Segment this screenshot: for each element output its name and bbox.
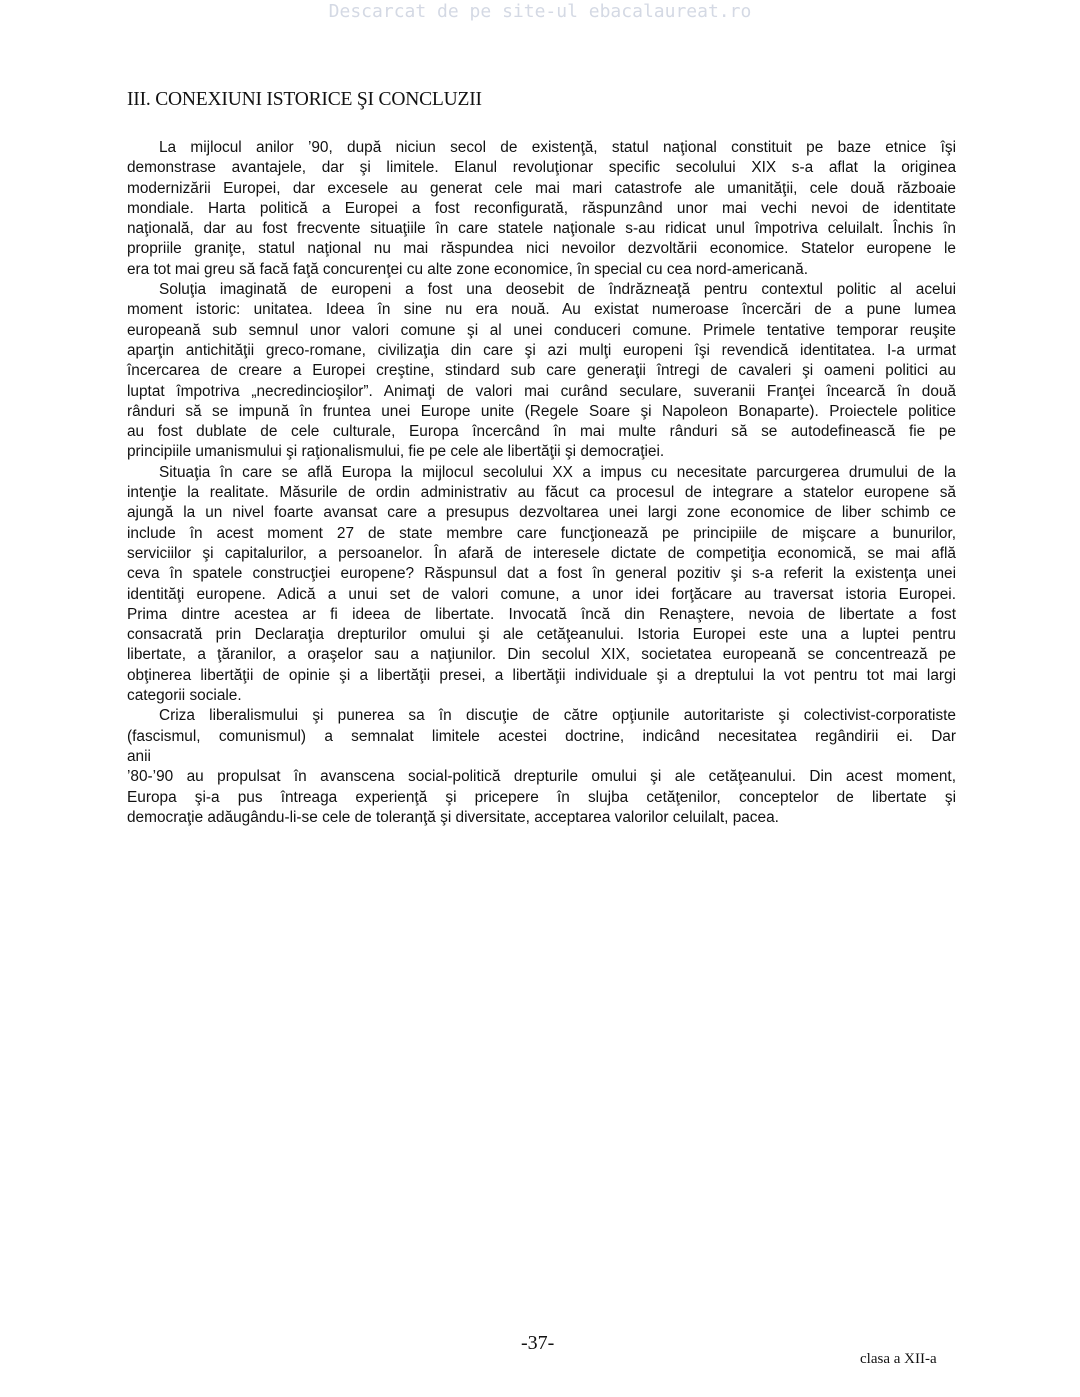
watermark: Descarcat de pe site-ul ebacalaureat.ro [328, 1, 752, 22]
text-line: categorii sociale. [127, 687, 242, 705]
text-line: luptat împotriva „necredincioşilor”. Animaţi de valori mai curând seculare, suveranii Franţei încearcă în două [127, 382, 956, 400]
text-line: serviciilor şi capitalurilor, a persoanelor. În afară de interesele dictate de competiţia economică, se mai află [127, 544, 956, 562]
paragraph [127, 706, 956, 767]
text-line: anii [127, 747, 151, 765]
paragraph [127, 767, 956, 828]
text-line: consacrată prin Declaraţia drepturilor omului şi ale cetăţeanului. Istoria Europei este una a luptei pentru [127, 626, 956, 644]
text-line: naţională, dar au fost frecvente situaţiile în care statele naţionale s-au ridicat unul împotriva celuilalt. Închis în [127, 220, 956, 238]
text-line: Soluţia imaginată de europeni a fost una deosebit de îndrăzneaţă pentru contextul politic al acelui [159, 281, 956, 299]
text-line: La mijlocul anilor ’90, după niciun secol de existenţă, statul naţional constituit pe baze etnice îşi [159, 139, 956, 156]
text-line: (fascismul, comunismul) a semnalat limitele acestei doctrine, indicând necesitatea regândirii ei. Dar [127, 727, 956, 745]
text-line: rânduri să se impună în fruntea unei Europe unite (Regele Soare şi Napoleon Bonaparte). Proiectele politice [127, 402, 956, 420]
text-line: principiile umanismului şi raţionalismului, fie pe cele ale libertăţii şi democraţiei. [127, 443, 665, 461]
text-line: identităţi europene. Adică a unui set de valori comune, a unor idei forţăcare au traversat istoria Europei. [127, 585, 956, 603]
text-line: ’80-’90 au propulsat în avanscena social-politică drepturile omului şi ale cetăţeanului. Din acest moment, [127, 768, 956, 786]
text-line: încercarea de creare a Europei creştine, stindard sub care generaţii întregi de cavaleri şi oameni politici au [127, 362, 956, 380]
text-line: ajungă la un nivel foarte avansat care a presupus dezvoltarea unei largi zone economice de liber schimb ce [127, 504, 956, 522]
text-line: Prima dintre acestea ar fi ideea de libertate. Invocată încă din Renaştere, nevoia de libertate a fost [127, 605, 956, 623]
text-line: libertate, a ţăranilor, a oraşelor sau a naţiunilor. Din secolul XIX, societatea europeană se concentrează pe [127, 646, 956, 664]
text-line: moment istoric: unitatea. Ideea în sine nu era nouă. Au existat numeroase încercări de a pune lumea [127, 301, 956, 319]
text-line: modernizării Europei, dar excesele au generat cele mai mari catastrofe ale umanităţii, cele două războaie [127, 179, 956, 197]
class-label: clasa a XII-a [860, 1351, 937, 1367]
page-number: -37- [521, 1332, 555, 1354]
section-title: III. CONEXIUNI ISTORICE ŞI CONCLUZII [127, 89, 482, 110]
text-line: Situaţia în care se află Europa la mijlocul secolului XX a impus cu necesitate parcurgerea drumului de la [159, 463, 956, 481]
text-line: aparţin antichităţii greco-romane, civilizaţia din care şi azi mulţi europeni îşi revendică identitatea. I-a urmat [127, 341, 956, 359]
text-line: propriile graniţe, statul naţional nu mai răspundea nici nevoilor dezvoltării economice. Statelor europene le [127, 240, 956, 258]
text-line: intenţie la realitate. Măsurile de ordin administrativ au făcut ca procesul de integrare a statelor europene să [127, 484, 956, 502]
document-body [127, 138, 956, 828]
text-line: demonstrase avantajele, dar şi limitele. Elanul revoluţionar specific secolului XIX s-a aflat la originea [127, 159, 956, 177]
text-line: europeană sub semnul unor valori comune şi al unei conduceri comune. Primele tentative temporar reuşite [127, 321, 956, 339]
text-line: obţinerea libertăţii de opinie şi a libertăţii presei, a libertăţii individuale şi a dreptului la vot pentru tot mai largi [127, 666, 956, 684]
text-line: mondiale. Harta politică a Europei a fost reconfigurată, răspunzând unor mai vechi nevoi de identitate [127, 199, 956, 217]
text-line: Europa şi-a pus întreaga experienţă şi pricepere în slujba cetăţenilor, conceptelor de libertate şi [127, 788, 956, 806]
text-line: era tot mai greu să facă faţă concurenţei cu alte zone economice, în special cu cea nord-americană. [127, 260, 808, 278]
text-line: ceva în spatele construcţiei europene? Răspunsul dat a fost în general pozitiv şi s-a referit la existenţa unei [127, 565, 956, 583]
text-line: au fost dublate de cele culturale, Europa încercând în mai multe rânduri să se autodefinească fie pe [127, 423, 956, 441]
paragraph [127, 138, 956, 280]
text-line: Criza liberalismului şi punerea sa în discuţie de către opţiunile autoritariste şi colectivist-corporatiste [159, 707, 956, 725]
paragraph [127, 463, 956, 707]
text-line: democraţie adăugându-li-se cele de toleranţă şi diversitate, acceptarea valorilor celuilalt, pacea. [127, 808, 779, 826]
text-line: include în acest moment 27 de state membre care funcţionează pe principiile de mişcare a bunurilor, [127, 524, 956, 542]
paragraph [127, 280, 956, 463]
